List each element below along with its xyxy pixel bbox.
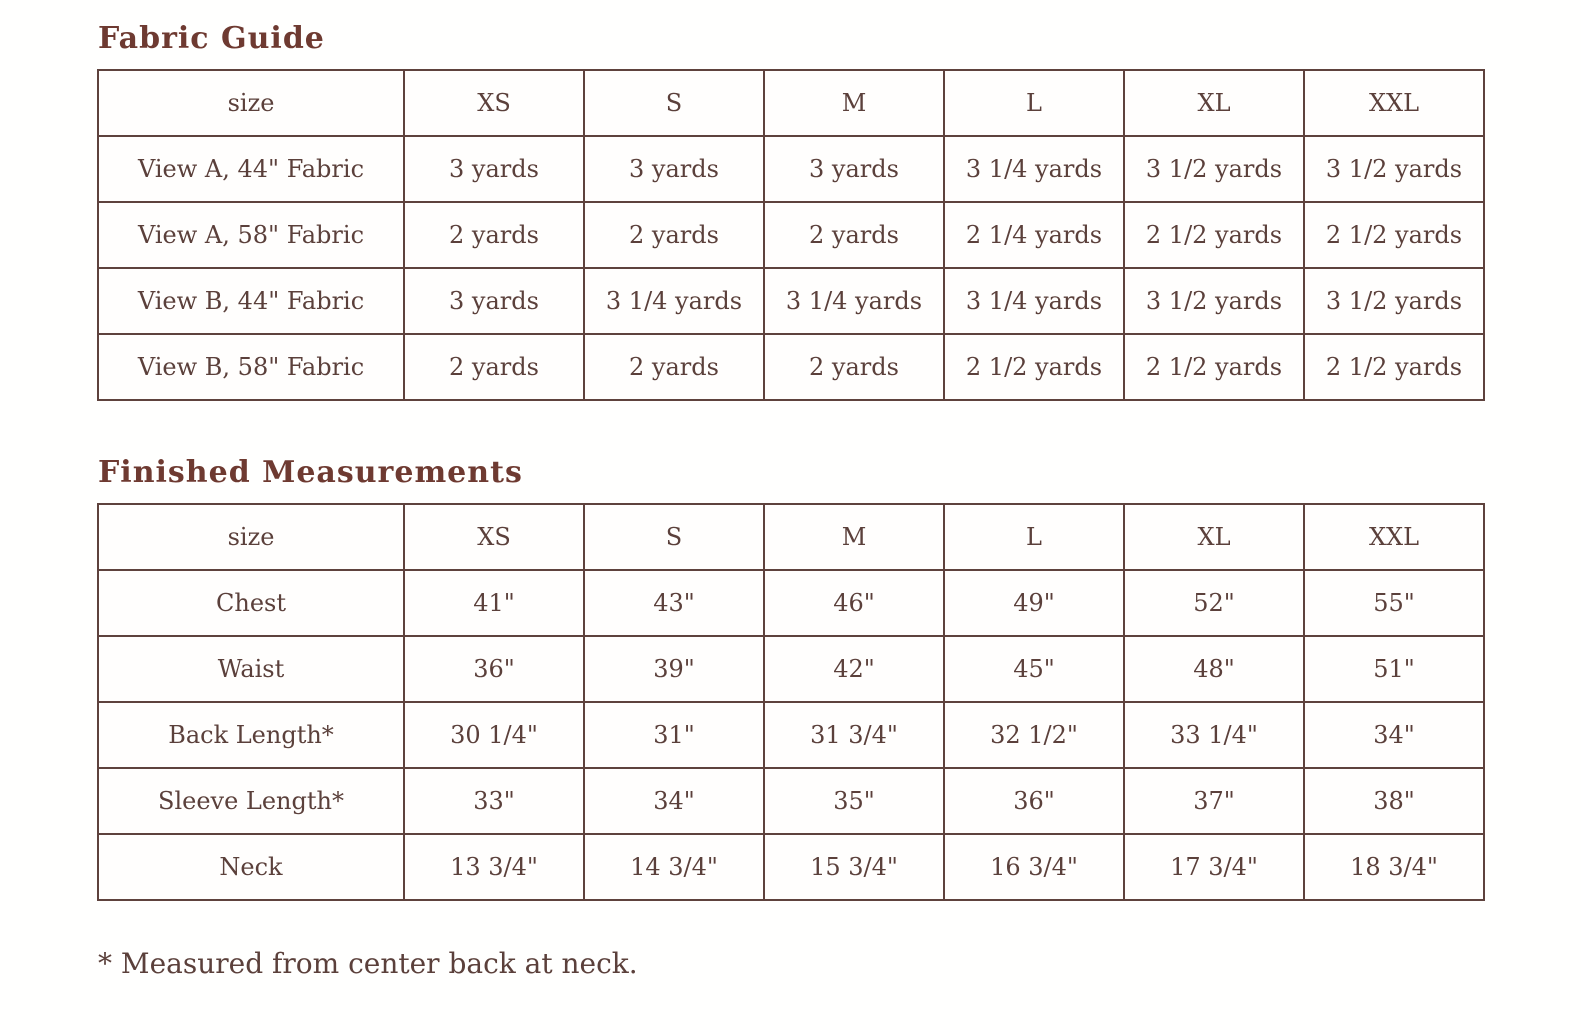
fabric-guide-title: Fabric Guide bbox=[98, 21, 325, 56]
column-header-cell: S bbox=[584, 504, 764, 570]
value-cell: 3 1/4 yards bbox=[584, 268, 764, 334]
value-cell: 15 3/4" bbox=[764, 834, 944, 900]
value-cell: 52" bbox=[1124, 570, 1304, 636]
value-cell: 41" bbox=[404, 570, 584, 636]
value-cell: 14 3/4" bbox=[584, 834, 764, 900]
value-cell: 34" bbox=[1304, 702, 1484, 768]
table-row bbox=[98, 136, 1484, 202]
value-cell: 46" bbox=[764, 570, 944, 636]
value-cell: 36" bbox=[404, 636, 584, 702]
value-cell: 31 3/4" bbox=[764, 702, 944, 768]
table-row bbox=[98, 202, 1484, 268]
value-cell: 2 yards bbox=[584, 334, 764, 400]
finished-measurements-table bbox=[97, 503, 1485, 901]
value-cell: 3 yards bbox=[764, 136, 944, 202]
finished-measurements-title: Finished Measurements bbox=[98, 455, 523, 490]
value-cell: 2 1/2 yards bbox=[1124, 334, 1304, 400]
header-row bbox=[98, 504, 1484, 570]
value-cell: 3 yards bbox=[404, 268, 584, 334]
value-cell: 3 1/2 yards bbox=[1304, 136, 1484, 202]
column-header-cell: XS bbox=[404, 504, 584, 570]
value-cell: 3 1/2 yards bbox=[1124, 268, 1304, 334]
value-cell: 3 1/4 yards bbox=[764, 268, 944, 334]
value-cell: 2 1/4 yards bbox=[944, 202, 1124, 268]
row-label-cell: View A, 44" Fabric bbox=[98, 136, 404, 202]
value-cell: 3 yards bbox=[404, 136, 584, 202]
value-cell: 37" bbox=[1124, 768, 1304, 834]
value-cell: 2 yards bbox=[404, 202, 584, 268]
value-cell: 2 yards bbox=[584, 202, 764, 268]
fabric-guide-table bbox=[97, 69, 1485, 401]
value-cell: 34" bbox=[584, 768, 764, 834]
value-cell: 39" bbox=[584, 636, 764, 702]
row-label-cell: Back Length* bbox=[98, 702, 404, 768]
row-label-cell: View B, 58" Fabric bbox=[98, 334, 404, 400]
table-row bbox=[98, 636, 1484, 702]
table-row bbox=[98, 702, 1484, 768]
table-row bbox=[98, 768, 1484, 834]
value-cell: 38" bbox=[1304, 768, 1484, 834]
value-cell: 30 1/4" bbox=[404, 702, 584, 768]
value-cell: 33" bbox=[404, 768, 584, 834]
value-cell: 13 3/4" bbox=[404, 834, 584, 900]
size-header-cell: size bbox=[98, 504, 404, 570]
row-label-cell: View B, 44" Fabric bbox=[98, 268, 404, 334]
value-cell: 3 yards bbox=[584, 136, 764, 202]
table-row bbox=[98, 268, 1484, 334]
value-cell: 2 1/2 yards bbox=[1304, 202, 1484, 268]
value-cell: 3 1/2 yards bbox=[1304, 268, 1484, 334]
value-cell: 48" bbox=[1124, 636, 1304, 702]
value-cell: 3 1/4 yards bbox=[944, 136, 1124, 202]
row-label-cell: View A, 58" Fabric bbox=[98, 202, 404, 268]
value-cell: 2 1/2 yards bbox=[1304, 334, 1484, 400]
value-cell: 33 1/4" bbox=[1124, 702, 1304, 768]
column-header-cell: M bbox=[764, 504, 944, 570]
value-cell: 3 1/2 yards bbox=[1124, 136, 1304, 202]
row-label-cell: Neck bbox=[98, 834, 404, 900]
value-cell: 2 yards bbox=[764, 202, 944, 268]
value-cell: 45" bbox=[944, 636, 1124, 702]
value-cell: 51" bbox=[1304, 636, 1484, 702]
column-header-cell: XXL bbox=[1304, 70, 1484, 136]
table-row bbox=[98, 834, 1484, 900]
column-header-cell: XL bbox=[1124, 70, 1304, 136]
value-cell: 32 1/2" bbox=[944, 702, 1124, 768]
value-cell: 2 yards bbox=[764, 334, 944, 400]
column-header-cell: M bbox=[764, 70, 944, 136]
row-label-cell: Chest bbox=[98, 570, 404, 636]
column-header-cell: S bbox=[584, 70, 764, 136]
column-header-cell: L bbox=[944, 70, 1124, 136]
column-header-cell: XS bbox=[404, 70, 584, 136]
value-cell: 16 3/4" bbox=[944, 834, 1124, 900]
value-cell: 17 3/4" bbox=[1124, 834, 1304, 900]
value-cell: 2 1/2 yards bbox=[1124, 202, 1304, 268]
row-label-cell: Sleeve Length* bbox=[98, 768, 404, 834]
value-cell: 31" bbox=[584, 702, 764, 768]
value-cell: 35" bbox=[764, 768, 944, 834]
header-row bbox=[98, 70, 1484, 136]
value-cell: 18 3/4" bbox=[1304, 834, 1484, 900]
column-header-cell: XL bbox=[1124, 504, 1304, 570]
size-header-cell: size bbox=[98, 70, 404, 136]
row-label-cell: Waist bbox=[98, 636, 404, 702]
value-cell: 36" bbox=[944, 768, 1124, 834]
value-cell: 49" bbox=[944, 570, 1124, 636]
value-cell: 43" bbox=[584, 570, 764, 636]
value-cell: 2 1/2 yards bbox=[944, 334, 1124, 400]
column-header-cell: XXL bbox=[1304, 504, 1484, 570]
footnote: * Measured from center back at neck. bbox=[98, 947, 638, 980]
value-cell: 2 yards bbox=[404, 334, 584, 400]
column-header-cell: L bbox=[944, 504, 1124, 570]
value-cell: 55" bbox=[1304, 570, 1484, 636]
value-cell: 42" bbox=[764, 636, 944, 702]
table-row bbox=[98, 334, 1484, 400]
table-row bbox=[98, 570, 1484, 636]
value-cell: 3 1/4 yards bbox=[944, 268, 1124, 334]
